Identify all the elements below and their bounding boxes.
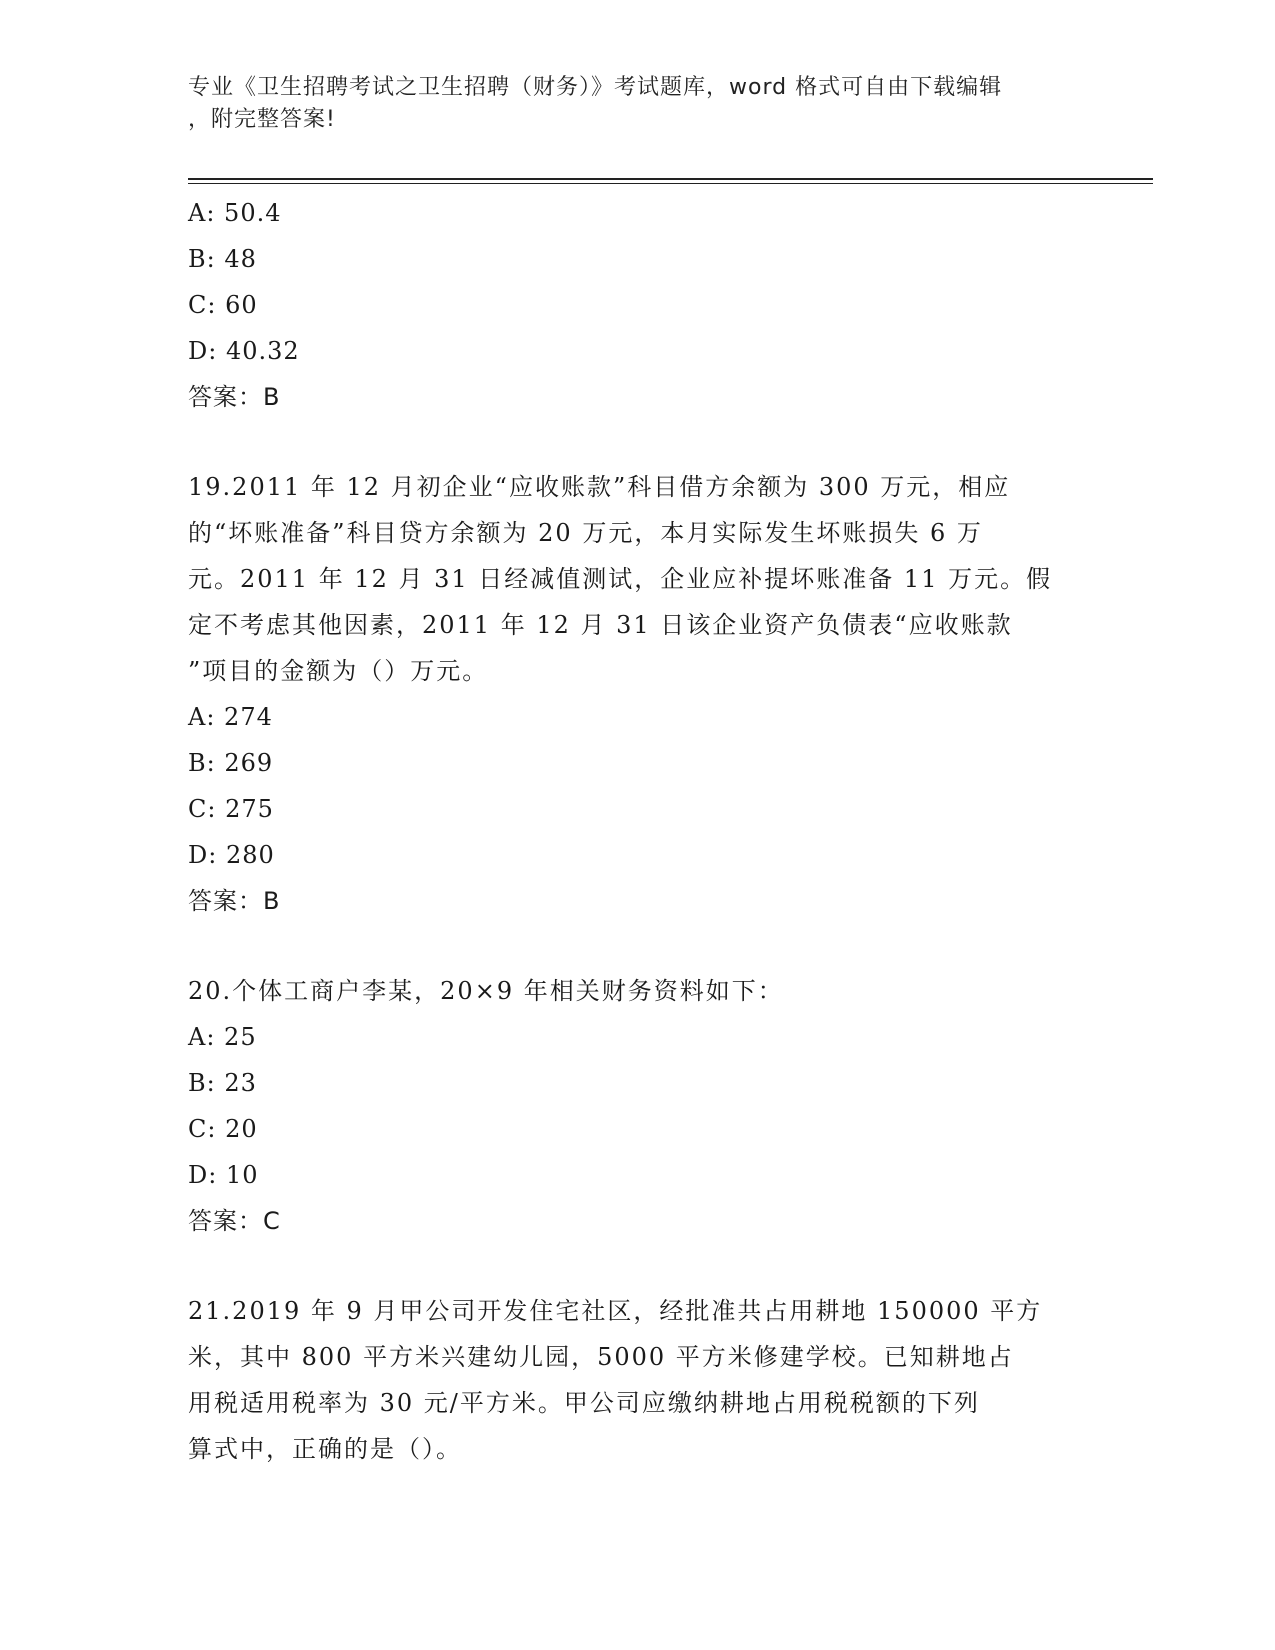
question-text: 20.个体工商户李某，20×9 年相关财务资料如下： <box>188 977 784 1005</box>
option-a: A: 25 <box>188 1023 257 1051</box>
document-header <box>188 72 1088 136</box>
question-text: 19.2011 年 12 月初企业“应收账款”科目借方余额为 300 万元，相应 的“坏账准备”科目贷方余额为 20 万元，本月实际发生坏账损失 6 万 元。2011 年 12 月 31 日经减值测试，企业应补提坏账准备 11 万元。假 定不考虑其他因素，2011 年 12 月 31 日该企业资产负债表“应收账款 ”项目的金额为（）万元。 <box>188 473 1053 685</box>
option-b: B: 23 <box>188 1069 257 1097</box>
question-20 <box>188 968 1088 1244</box>
header-rule-thin <box>188 183 1153 184</box>
option-a: A: 50.4 <box>188 199 282 227</box>
question-text: 21.2019 年 9 月甲公司开发住宅社区，经批准共占用耕地 150000 平方 米，其中 800 平方米兴建幼儿园，5000 平方米修建学校。已知耕地占 用税适用税率为 30 元/平方米。甲公司应缴纳耕地占用税税额的下列 算式中，正确的是（）。 <box>188 1297 1043 1463</box>
option-d: D: 40.32 <box>188 337 300 365</box>
option-d: D: 10 <box>188 1161 259 1189</box>
answer: 答案：B <box>188 383 281 411</box>
question-21 <box>188 1288 1088 1472</box>
option-c: C: 20 <box>188 1115 258 1143</box>
document-body <box>188 190 1088 1472</box>
question-18 <box>188 190 1088 420</box>
option-a: A: 274 <box>188 703 273 731</box>
option-d: D: 280 <box>188 841 275 869</box>
option-b: B: 269 <box>188 749 274 777</box>
option-c: C: 275 <box>188 795 274 823</box>
option-c: C: 60 <box>188 291 258 319</box>
question-19 <box>188 464 1088 924</box>
answer: 答案：C <box>188 1207 281 1235</box>
option-b: B: 48 <box>188 245 257 273</box>
header-line-2: ，附完整答案! <box>188 107 336 132</box>
header-line-1: 专业《卫生招聘考试之卫生招聘（财务）》考试题库，word 格式可自由下载编辑 <box>188 75 1003 100</box>
answer: 答案：B <box>188 887 281 915</box>
header-rule-thick <box>188 178 1153 180</box>
